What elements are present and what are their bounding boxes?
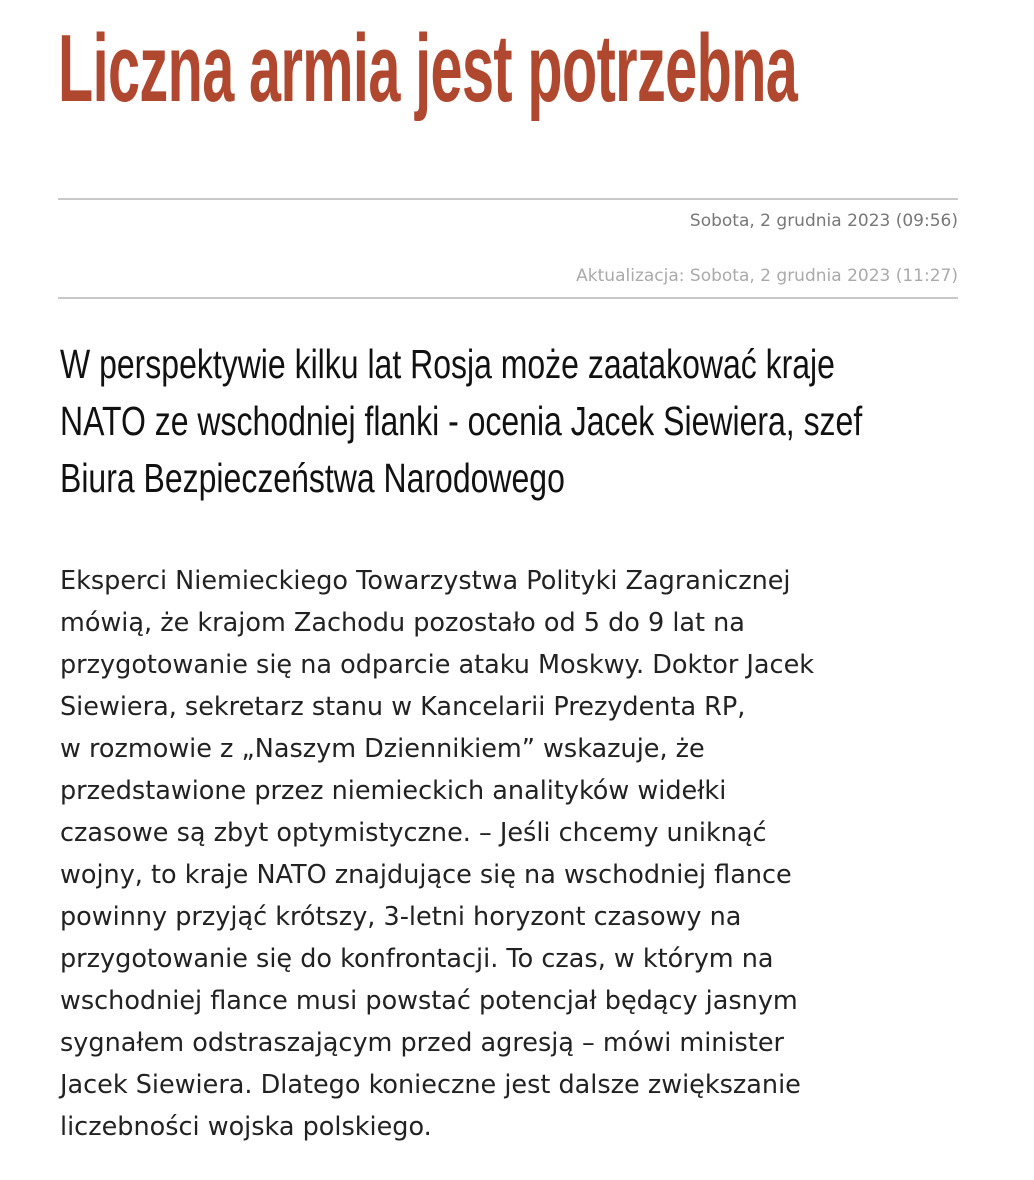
body-line: przygotowanie się do konfrontacji. To czas, w którym na [60,944,774,974]
lead-line: Biura Bezpieczeństwa Narodowego [60,455,565,501]
body-line: przedstawione przez niemieckich analityków widełki [60,776,727,806]
article-title: Liczna armia jest potrzebna [58,15,798,122]
body-line: w rozmowie z „Naszym Dziennikiem” wskazuje, że [60,734,705,764]
body-line: Jacek Siewiera. Dlatego konieczne jest dalsze zwiększanie [60,1070,801,1100]
body-line: Siewiera, sekretarz stanu w Kancelarii Prezydenta RP, [60,692,746,722]
body-line: mówią, że krajom Zachodu pozostało od 5 do 9 lat na [60,608,745,638]
body-line: przygotowanie się na odparcie ataku Moskwy. Doktor Jacek [60,650,815,680]
top-divider [58,198,958,200]
body-line: czasowe są zbyt optymistyczne. – Jeśli chcemy uniknąć [60,818,767,848]
body-line: wojny, to kraje NATO znajdujące się na wschodniej flance [60,860,792,890]
body-line: sygnałem odstraszającym przed agresją – mówi minister [60,1028,785,1058]
updated-date: Aktualizacja: Sobota, 2 grudnia 2023 (11:27) [576,266,958,286]
published-date: Sobota, 2 grudnia 2023 (09:56) [689,211,958,231]
article-lead [60,336,862,507]
article-body [60,560,814,1148]
lead-line: W perspektywie kilku lat Rosja może zaatakować kraje [60,341,835,387]
body-line: powinny przyjąć krótszy, 3-letni horyzont czasowy na [60,902,742,932]
lead-line: NATO ze wschodniej flanki - ocenia Jacek Siewiera, szef [60,398,863,444]
body-line: wschodniej flance musi powstać potencjał będący jasnym [60,986,798,1016]
body-line: Eksperci Niemieckiego Towarzystwa Polityki Zagranicznej [60,566,791,596]
body-line: liczebności wojska polskiego. [60,1112,432,1142]
bottom-divider [58,297,958,299]
